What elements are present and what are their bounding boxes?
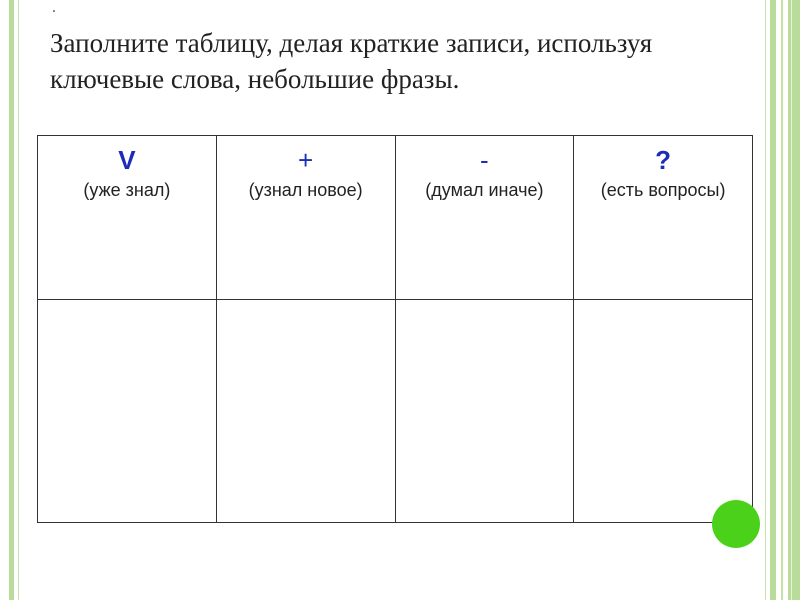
- kwl-table: [37, 135, 753, 523]
- table-cell-questions[interactable]: [574, 300, 753, 523]
- check-v-symbol: V: [118, 145, 136, 175]
- table-row: [38, 300, 753, 523]
- column-label: (думал иначе): [425, 180, 544, 200]
- column-header-new: [216, 136, 395, 300]
- table-cell-different[interactable]: [395, 300, 574, 523]
- column-header-known: [38, 136, 217, 300]
- column-header-different: [395, 136, 574, 300]
- frame-right-line: [781, 0, 783, 600]
- frame-right-border: [788, 0, 800, 600]
- frame-left-border: [9, 0, 14, 600]
- bullet-dot: .: [52, 0, 56, 16]
- table-cell-new[interactable]: [216, 300, 395, 523]
- column-header-questions: [574, 136, 753, 300]
- table-cell-known[interactable]: [38, 300, 217, 523]
- column-label: (уже знал): [83, 180, 171, 200]
- frame-right-border: [770, 0, 776, 600]
- frame-right-line: [765, 0, 766, 600]
- plus-symbol: +: [298, 145, 314, 175]
- green-circle-icon: [712, 500, 760, 548]
- column-label: (узнал новое): [248, 180, 363, 200]
- table-header-row: [38, 136, 753, 300]
- question-symbol: ?: [655, 145, 672, 175]
- frame-left-line: [18, 0, 19, 600]
- minus-symbol: -: [480, 145, 489, 175]
- column-label: (есть вопросы): [600, 180, 726, 200]
- instruction-text: Заполните таблицу, делая краткие записи, используя ключевые слова, небольшие фразы.: [50, 28, 653, 94]
